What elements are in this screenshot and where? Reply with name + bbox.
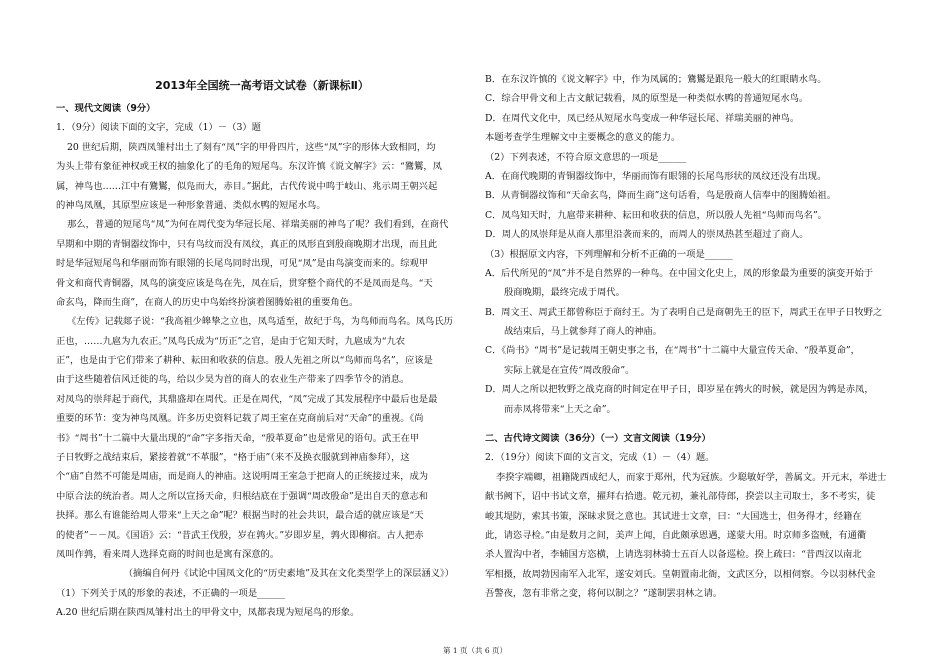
- text-line: 殷商晚期，最终完成于周代。: [504, 287, 625, 299]
- text-line: （1）下列关于凤的形象的表述，不正确的一项是______: [56, 587, 286, 599]
- text-line: 此，请恣寻检。”由是数月之间，美声上闻，自此颇承恩遇，遂蒙大用。时京师多盗贼，有通衢: [485, 529, 867, 541]
- text-line: （3）根据原文内容，下列理解和分析不正确的一项是______: [485, 248, 733, 260]
- text-line: 献书阙下，诏中书试文章，擢拜右拾遗。乾元初，兼礼部侍郎，揆尝以主司取士，多不考实，徒: [485, 491, 876, 503]
- text-line: 对凤鸟的崇拜起于商代，其鼎盛却在周代。正是在周代，“凤”完成了其发展程序中最后也是最: [56, 393, 438, 405]
- text-line: 那么，普通的短尾鸟“凤”为何在周代变为华冠长尾、祥瑞美丽的神鸟了呢？我们看到，在商代: [67, 219, 449, 231]
- page-footer: 第 1 页（共 6 页）: [442, 646, 508, 655]
- text-line: 20 世纪后期，陕西凤雏村出土了刻有“凤”字的甲骨四片，这些“凤”字的形体大致相同，均: [67, 141, 436, 153]
- text-line: （2）下列表述，不符合原文意思的一项是______: [485, 151, 687, 163]
- section-heading: 一、现代文阅读（9分）: [56, 103, 156, 114]
- text-line: B．从青铜器纹饰和“天命玄鸟，降而生商”这句话看，鸟是殷商人信奉中的图腾始祖。: [485, 190, 837, 202]
- text-line: C．综合甲骨文和上古文献记载看，凤的原型是一种类似水鸭的普通短尾水鸟。: [485, 93, 809, 105]
- text-line: 重要的环节：变为神鸟凤凰。许多历史资料记载了周王室在克商前后对“天命”的重视。《尚: [56, 413, 424, 425]
- document-title: 2013年全国统一高考语文试卷（新课标Ⅱ）: [155, 79, 369, 92]
- text-line: 吾警夜，忽有非常之变，将何以制之？”遂制罢羽林之请。: [485, 588, 723, 600]
- text-line: D．周人之所以把牧野之战克商的时间定在甲子日，即岁星在鹑火的时候，就是因为鹑是赤凤，: [485, 384, 874, 396]
- text-line: 1．（9分）阅读下面的文字，完成（1）－（3）题: [56, 122, 261, 134]
- text-line: 正也，……九扈为九农正。”凤鸟氏成为“历正”之官，是由于它知天时，九扈成为“九农: [56, 335, 406, 347]
- text-line: B．在东汉许慎的《说文解字》中，作为凤属的；鷟鸑是跟凫一般大的红眼睛水鸟。: [485, 74, 827, 85]
- text-line: A.20 世纪后期在陕西凤雏村出土的甲骨文中，凤都表现为短尾鸟的形象。: [56, 607, 360, 619]
- text-line: [485, 419, 897, 429]
- text-line: 属，神鸟也……江中有鷟鸑，似凫而大，赤目。”据此，古代传说中鸣于岐山、兆示周王朝兴起: [56, 180, 438, 192]
- text-line: C．《尚书》“周书”是记载周王朝史事之书，在“周书”十二篇中大量宣传天命、“殷革夏命”，: [485, 345, 860, 357]
- text-line: 的使者”－－凤。《国语》云：“昔武王伐殷，岁在鹑火。”岁即岁星，鹑火即柳宿。古人把赤: [56, 529, 424, 541]
- text-line: （摘编自何丹《试论中国凤文化的“历史素地”及其在文化类型学上的深层涵义》）: [123, 568, 454, 580]
- text-line: 杀人置沟中者，李辅国方恣横，上请选羽林骑士五百人以备巡检。揆上疏曰：“昔西汉以南北: [485, 549, 862, 561]
- section-heading: 二、古代诗文阅读（36分）（一）文言文阅读（19分）: [485, 433, 711, 445]
- text-line: 的神鸟凤凰，其原型应该是一种形象普通、类似水鸭的短尾水鸟。: [56, 199, 326, 211]
- text-line: 骨文和商代青铜器，凤鸟的演变应该是鸟在先，凤在后，贯穿整个商代的不是凤而是鸟。“天: [56, 277, 433, 289]
- text-line: A．后代所见的“凤”并不是自然界的一种鸟。在中国文化史上，凤的形象最为重要的演变开始于: [485, 267, 874, 279]
- text-line: 子日牧野之战结束后，紧接着就“不革服”，“格于庙”（来不及换衣服就到神庙参拜），这: [56, 452, 410, 464]
- text-line: 战结束后，马上就参拜了商人的神庙。: [504, 326, 663, 338]
- text-line: 而赤凤将带来“上天之命”。: [504, 403, 616, 415]
- text-line: 时是华冠短尾鸟和华丽而饰有眼翎的长尾鸟同时出现，可见“凤”是由鸟演变而来的。综观甲: [56, 258, 429, 270]
- text-line: 抉择。那么有谁能给周人带来“上天之命”呢？根据当时的社会共识，最合适的就应该是“天: [56, 510, 424, 522]
- text-line: 书》“周书”十二篇中大量出现的“命”字多指天命，“殷革夏命”也是常见的语句。武王在甲: [56, 432, 420, 444]
- text-line: A．在商代晚期的青铜器纹饰中，华丽而饰有眼翎的长尾鸟形状的凤纹还没有出现。: [485, 170, 827, 182]
- text-line: 中原合法的统治者。周人之所以宣扬天命，归根结底在于强调“周改殷命”是出自天的意志和: [56, 490, 429, 502]
- text-line: 个“庙”自然不可能是周庙，而是商人的神庙。这说明周王室急于把商人的正统接过来，成为: [56, 471, 429, 483]
- text-line: 为头上带有象征神权或王权的抽象化了的毛角的短尾鸟。东汉许慎《说文解字》云：“鷟鸑，凤: [56, 161, 442, 173]
- text-line: D．周人的凤崇拜是从商人那里沿袭而来的，而周人的崇凤热甚至超过了商人。: [485, 229, 809, 241]
- text-line: 实际上就是在宣传“周改殷命”。: [504, 364, 635, 376]
- text-line: 正”，也是由于它们带来了耕种、耘田和收获的信息。殷人先祖之所以“鸟师而鸟名”，应该是: [56, 355, 433, 367]
- text-line: 《左传》记载郯子说：“我高祖少皞挚之立也，凤鸟适至，故纪于鸟，为鸟师而鸟名。凤鸟氏历: [67, 316, 453, 328]
- text-line: 军相摄，故周勃因南军入北军，遂安刘氏。皇朝置南北衙，文武区分，以相伺察。今以羽林代金: [485, 568, 876, 580]
- text-line: B．周文王、周武王都曾称臣于商纣王。为了表明自己是商朝先王的臣下，周武王在甲子日牧野之: [485, 306, 883, 318]
- right-column: [485, 70, 897, 604]
- left-column: [56, 79, 460, 623]
- text-line: 2．（19分）阅读下面的文言文，完成（1）－（4）题。: [485, 452, 715, 464]
- text-line: 李揆字端卿，祖籍陇西成纪人，而家于郑州，代为冠族。少聪敏好学，善属文。开元末，举进士: [496, 471, 887, 483]
- text-line: D．在周代文化中，凤已经从短尾水鸟变成一种华冠长尾、祥瑞美丽的神鸟。: [485, 112, 800, 124]
- text-line: 早期和中期的青铜器纹饰中，只有鸟纹而没有凤纹，真正的凤形直到殷商晚期才出现，而且此: [56, 238, 438, 250]
- text-line: 由于这些随着信风迁徙的鸟，给以少昊为首的商人的农业生产带来了四季节令的消息。: [56, 374, 410, 386]
- text-line: 本题考查学生理解文中主要概念的意义的能力。: [485, 132, 681, 144]
- text-line: C．凤鸟知天时，九扈带来耕种、耘田和收获的信息，所以殷人先祖“鸟师而鸟名”。: [485, 209, 828, 221]
- text-line: 峻其堤防，索其书策，深昧求贤之意也。其试进士文章，曰：“大国选士，但务得才，经籍在: [485, 510, 862, 522]
- text-line: 凤叫作鹑，看来周人选择克商的时间也是寓有深意的。: [56, 548, 280, 560]
- text-line: 命玄鸟，降而生商”，在商人的历史中鸟始终扮演着图腾始祖的重要角色。: [56, 296, 359, 308]
- title-spacer: [56, 79, 460, 99]
